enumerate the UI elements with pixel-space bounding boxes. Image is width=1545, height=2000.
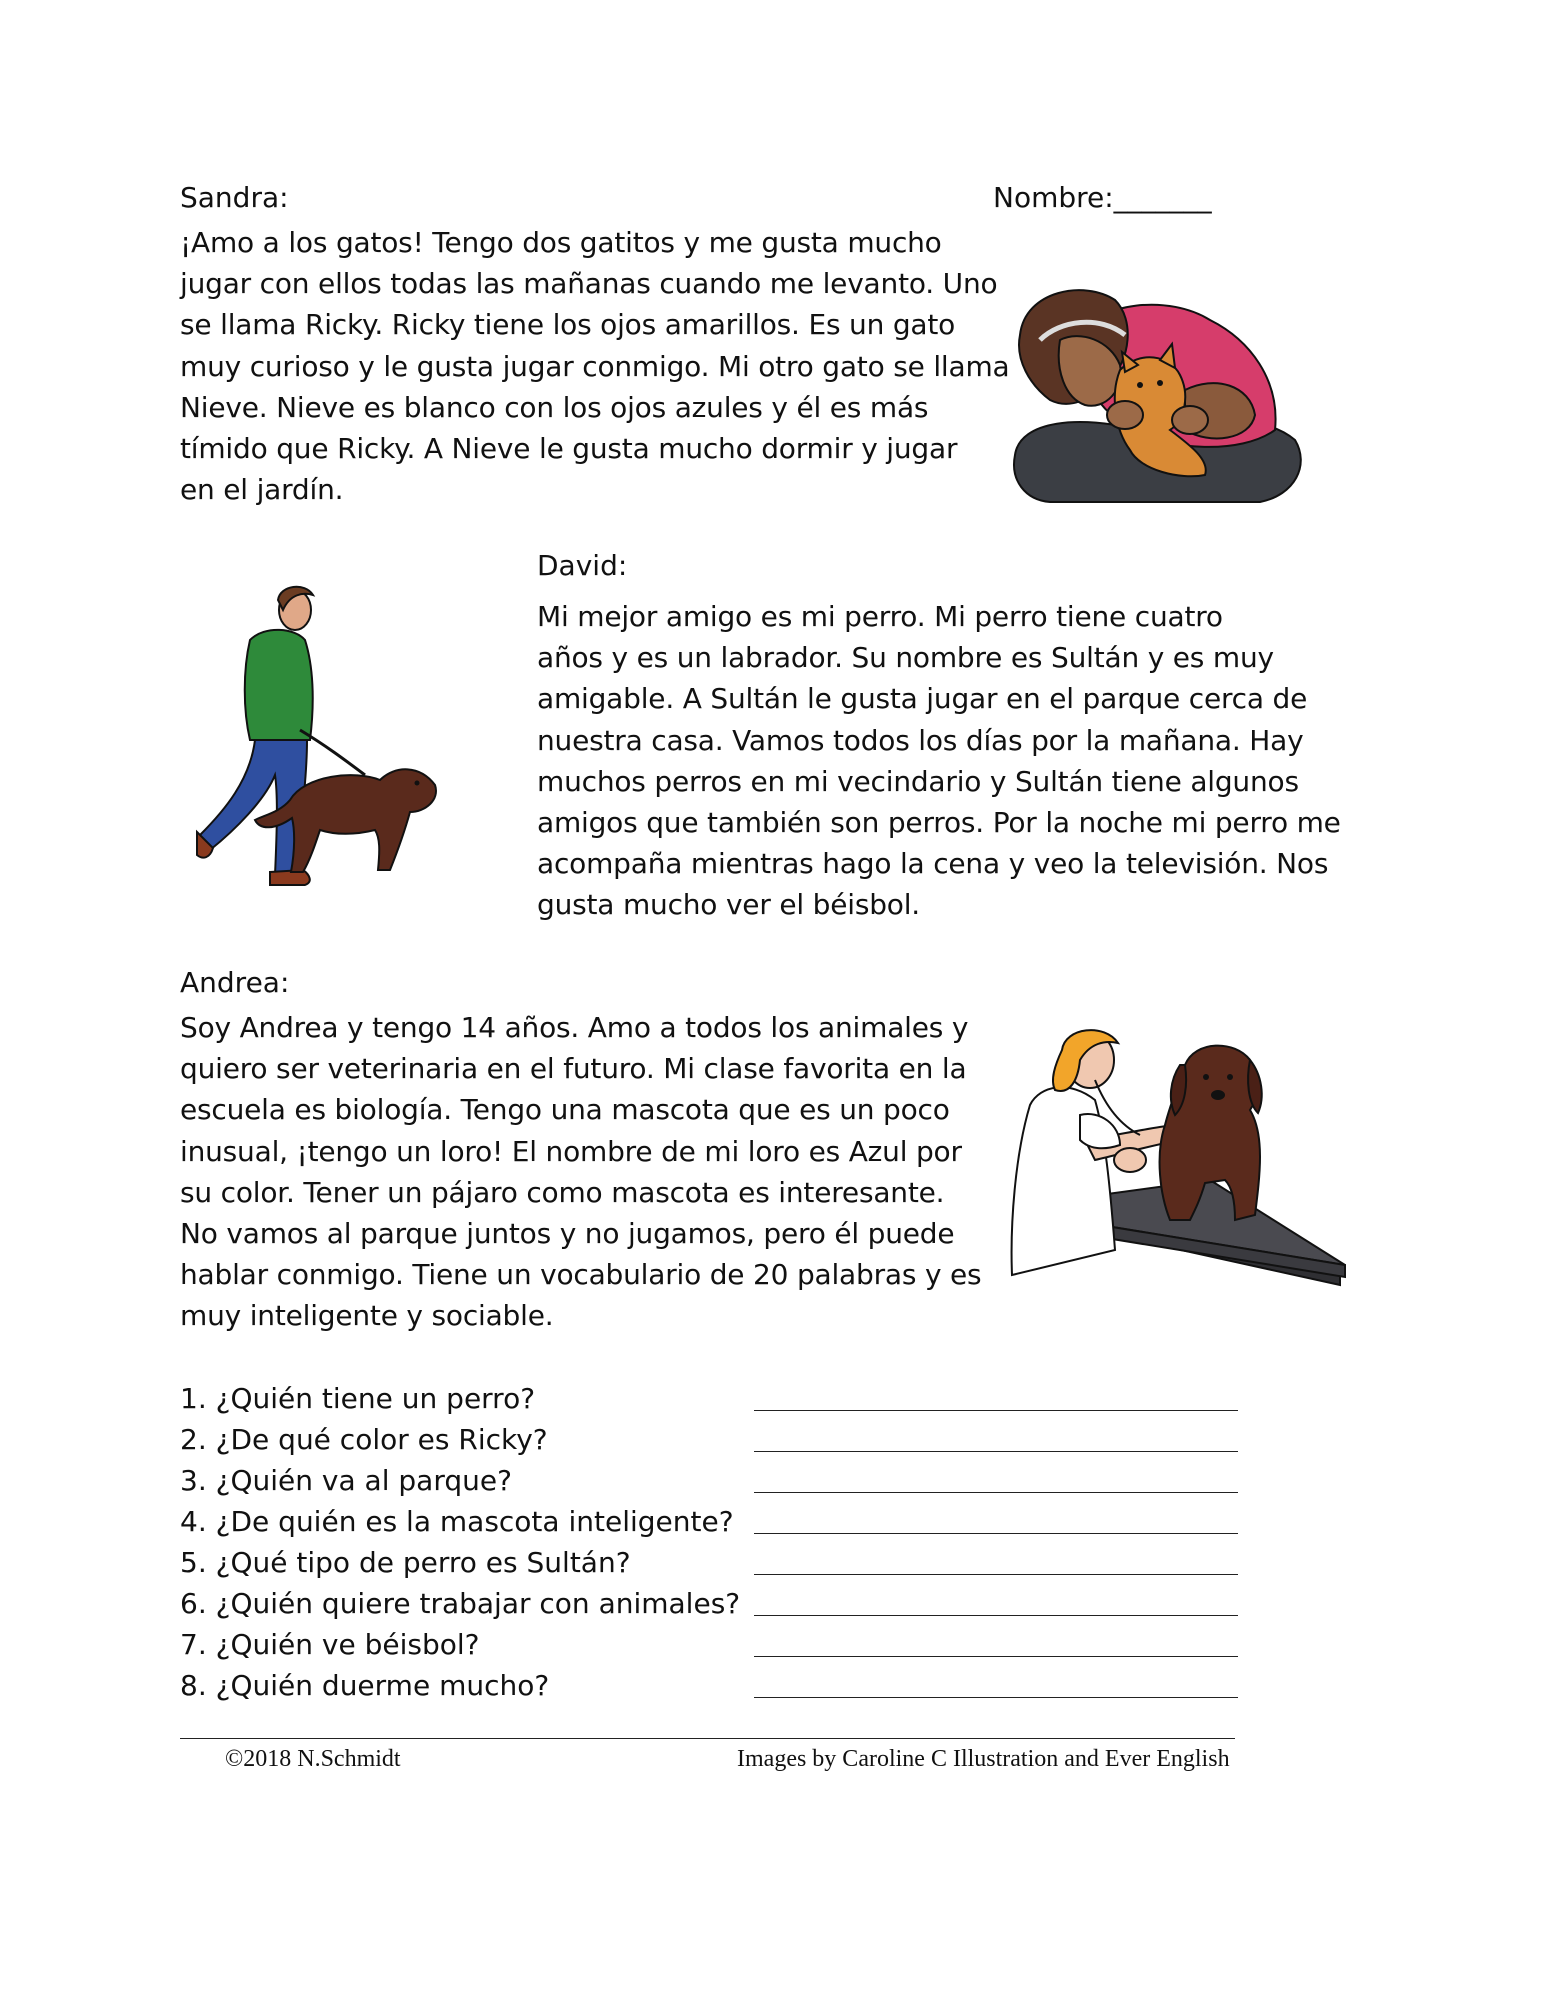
david-line: amigos que también son perros. Por la noche mi perro me [537, 806, 1341, 840]
question-row [180, 1665, 1240, 1706]
sandra-line: ¡Amo a los gatos! Tengo dos gatitos y me gusta mucho [180, 226, 942, 259]
answer-line[interactable] [754, 1410, 1238, 1411]
andrea-line: Soy Andrea y tengo 14 años. Amo a todos los animales y [180, 1011, 969, 1044]
question-text: 3. ¿Quién va al parque? [180, 1464, 512, 1497]
andrea-paragraph [180, 1007, 981, 1337]
sandra-line: se llama Ricky. Ricky tiene los ojos amarillos. Es un gato [180, 308, 956, 342]
question-text: 5. ¿Qué tipo de perro es Sultán? [180, 1546, 631, 1579]
woman-with-cat-illustration [1010, 280, 1310, 505]
copyright-text: ©2018 N.Schmidt [225, 1746, 401, 1772]
david-line: nuestra casa. Vamos todos los días por la mañana. Hay [537, 723, 1304, 757]
answer-line[interactable] [754, 1574, 1238, 1575]
question-text: 4. ¿De quién es la mascota inteligente? [180, 1505, 734, 1538]
sandra-paragraph [180, 222, 1010, 510]
sandra-name: Sandra: [180, 181, 289, 214]
answer-line[interactable] [754, 1615, 1238, 1616]
question-row [180, 1542, 1240, 1583]
david-line: Mi mejor amigo es mi perro. Mi perro tiene cuatro [537, 600, 1223, 633]
answer-line[interactable] [754, 1656, 1238, 1657]
question-text: 1. ¿Quién tiene un perro? [180, 1382, 536, 1415]
sandra-line: Nieve. Nieve es blanco con los ojos azules y él es más [180, 390, 929, 424]
andrea-line: su color. Tener un pájaro como mascota es interesante. [180, 1175, 945, 1209]
questions-list [180, 1378, 1240, 1708]
david-name: David: [537, 549, 628, 582]
andrea-line: inusual, ¡tengo un loro! El nombre de mi loro es Azul por [180, 1134, 962, 1168]
sandra-line: en el jardín. [180, 473, 344, 507]
footer-divider [180, 1738, 1235, 1739]
question-row [180, 1583, 1240, 1624]
david-line: amigable. A Sultán le gusta jugar en el parque cerca de [537, 682, 1308, 716]
vet-with-dog-illustration [1010, 1025, 1360, 1305]
nombre-label: Nombre:_______ [993, 181, 1212, 214]
question-text: 6. ¿Quién quiere trabajar con animales? [180, 1587, 741, 1620]
david-line: acompaña mientras hago la cena y veo la televisión. Nos [537, 847, 1329, 881]
question-text: 2. ¿De qué color es Ricky? [180, 1423, 548, 1456]
question-text: 7. ¿Quién ve béisbol? [180, 1628, 480, 1661]
andrea-line: No vamos al parque juntos y no jugamos, pero él puede [180, 1217, 955, 1251]
david-line: años y es un labrador. Su nombre es Sultán y es muy [537, 641, 1274, 675]
andrea-line: quiero ser veterinaria en el futuro. Mi clase favorita en la [180, 1052, 967, 1086]
question-row [180, 1419, 1240, 1460]
sandra-line: jugar con ellos todas las mañanas cuando me levanto. Uno [180, 267, 998, 301]
andrea-line: muy inteligente y sociable. [180, 1299, 554, 1333]
question-row [180, 1624, 1240, 1665]
sandra-line: tímido que Ricky. A Nieve le gusta mucho dormir y jugar [180, 432, 958, 466]
man-walking-dog-illustration [195, 580, 445, 900]
andrea-line: hablar conmigo. Tiene un vocabulario de 20 palabras y es [180, 1258, 982, 1292]
image-credits-text: Images by Caroline C Illustration and Ever English [737, 1746, 1230, 1772]
david-line: muchos perros en mi vecindario y Sultán tiene algunos [537, 764, 1299, 798]
answer-line[interactable] [754, 1492, 1238, 1493]
answer-line[interactable] [754, 1697, 1238, 1698]
david-line: gusta mucho ver el béisbol. [537, 888, 921, 922]
question-row [180, 1501, 1240, 1542]
david-paragraph [537, 596, 1341, 926]
question-row [180, 1378, 1240, 1419]
answer-line[interactable] [754, 1533, 1238, 1534]
question-row [180, 1460, 1240, 1501]
andrea-line: escuela es biología. Tengo una mascota que es un poco [180, 1093, 950, 1127]
answer-line[interactable] [754, 1451, 1238, 1452]
question-text: 8. ¿Quién duerme mucho? [180, 1669, 550, 1702]
sandra-line: muy curioso y le gusta jugar conmigo. Mi otro gato se llama [180, 349, 1010, 383]
andrea-name: Andrea: [180, 966, 290, 999]
